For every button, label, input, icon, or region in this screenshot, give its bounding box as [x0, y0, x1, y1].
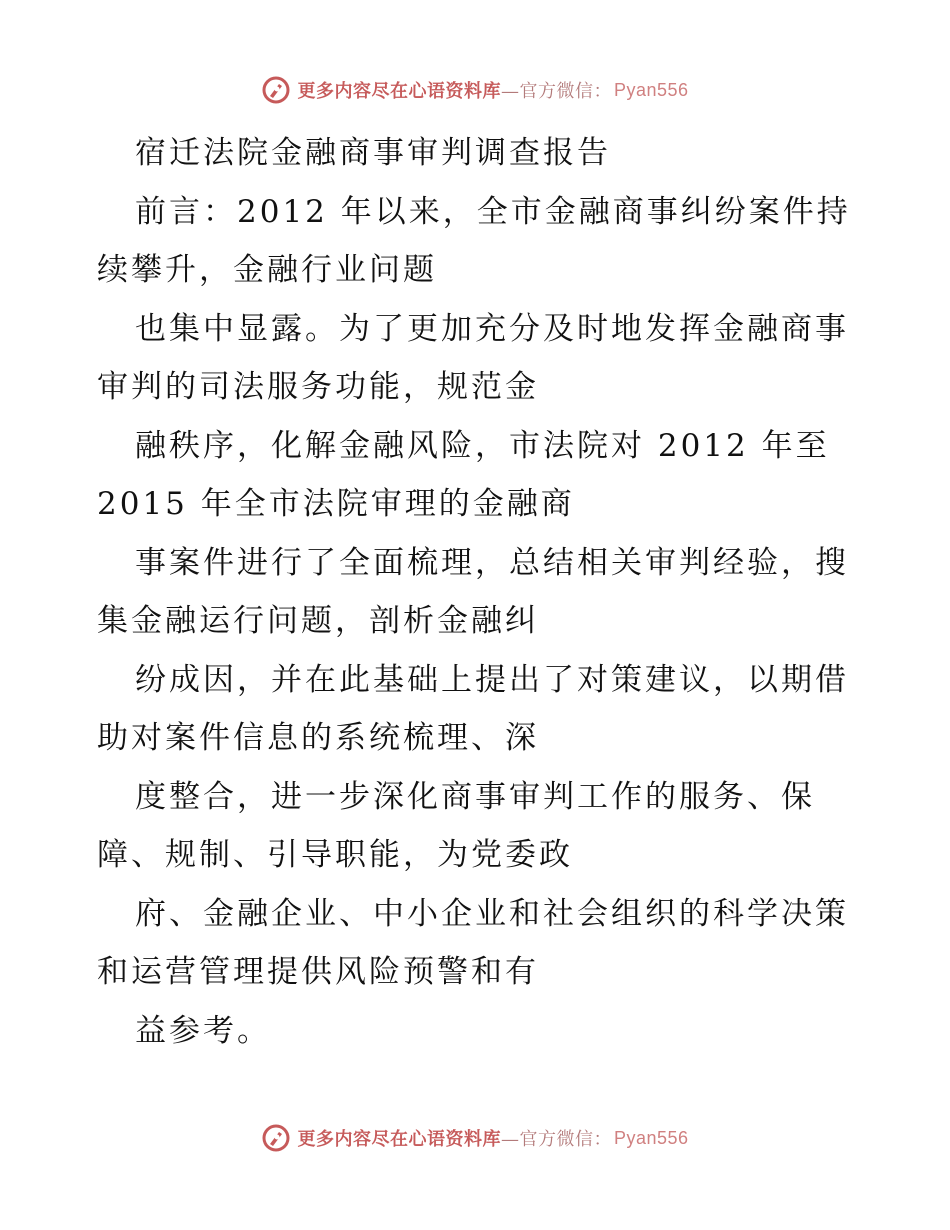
text-line: 纷成因，并在此基础上提出了对策建议，以期借: [135, 661, 849, 698]
pen-logo-icon: [261, 75, 291, 105]
text-line: 度整合，进一步深化商事审判工作的服务、保: [135, 778, 815, 815]
watermark-prefix: 更多内容尽在心语资料库: [297, 1129, 501, 1150]
header-watermark: [0, 70, 950, 110]
text-line: 益参考。: [135, 1012, 271, 1049]
pen-logo-icon: [261, 1123, 291, 1153]
text-line: 事案件进行了全面梳理，总结相关审判经验，搜: [135, 544, 849, 581]
watermark-account: Pyan556: [613, 1127, 689, 1148]
watermark-prefix: 更多内容尽在心语资料库: [297, 81, 501, 102]
text-line: 障、规制、引导职能，为党委政: [97, 837, 573, 873]
text-line: 续攀升，金融行业问题: [97, 252, 437, 288]
text-line: 融秩序，化解金融风险，市法院对 2012 年至: [135, 427, 830, 464]
watermark-text: [297, 1125, 688, 1151]
footer-watermark: [0, 1118, 950, 1158]
text-line: 也集中显露。为了更加充分及时地发挥金融商事: [135, 310, 849, 347]
text-line: 前言：2012 年以来，全市金融商事纠纷案件持: [135, 193, 851, 230]
watermark-text: [297, 77, 688, 103]
text-line: 审判的司法服务功能，规范金: [97, 369, 539, 405]
watermark-middle: —官方微信：: [500, 1129, 612, 1150]
text-line: 府、金融企业、中小企业和社会组织的科学决策: [135, 895, 849, 932]
document-title: 宿迁法院金融商事审判调查报告: [135, 135, 611, 171]
watermark-account: Pyan556: [613, 79, 689, 100]
text-line: 2015 年全市法院审理的金融商: [97, 486, 575, 522]
text-line: 助对案件信息的系统梳理、深: [97, 720, 539, 756]
document-body: [97, 124, 857, 1060]
text-line: 集金融运行问题，剖析金融纠: [97, 603, 539, 639]
text-line: 和运营管理提供风险预警和有: [97, 954, 539, 990]
watermark-middle: —官方微信：: [500, 81, 612, 102]
